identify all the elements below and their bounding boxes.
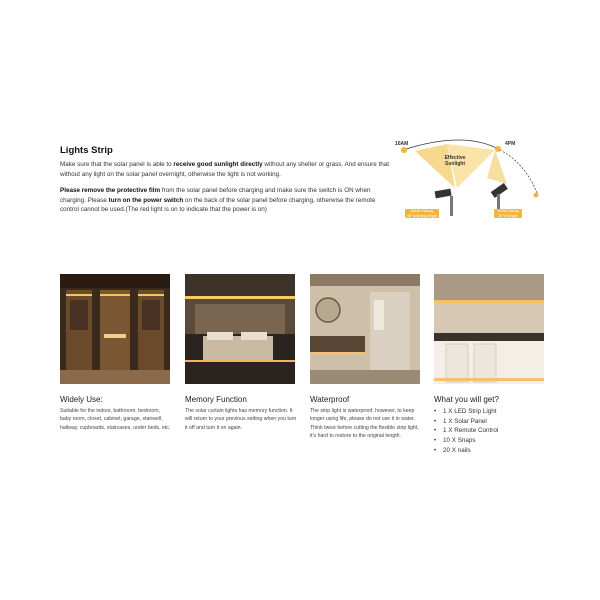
bathroom-photo bbox=[310, 274, 420, 384]
start-time-label: 10AM bbox=[395, 141, 409, 147]
sun-path-illustration bbox=[395, 138, 555, 233]
section-title: Lights Strip bbox=[60, 145, 113, 156]
list-item: • 1 X Solar Panel bbox=[434, 417, 487, 425]
list-item: • 10 X Snaps bbox=[434, 437, 476, 445]
card-text-widely-use: Suitable for the indoor, bathroom, bedroom, baby room, closet, cabinet, garage, stairwell, hallway, cupboards, staircases, under beds, etc. bbox=[60, 408, 171, 431]
effective-sunlight-label: Effective Sunlight bbox=[444, 155, 466, 167]
kitchen-photo bbox=[434, 274, 544, 384]
card-title-package-contents: What you will get? bbox=[434, 395, 499, 404]
card-title-waterproof: Waterproof bbox=[310, 395, 350, 404]
sunlight-diagram bbox=[395, 138, 555, 233]
bedroom-photo bbox=[185, 274, 295, 384]
list-item: • 1 X Remote Control bbox=[434, 427, 499, 435]
end-time-label: 4PM bbox=[505, 141, 516, 147]
card-title-widely-use: Widely Use: bbox=[60, 395, 103, 404]
south-facing-tag: South-Facing 45°Inclining Angle bbox=[406, 209, 438, 218]
card-text-memory-function: The solar curtain lights has memory function. It will return to your previous setting when you turn it off and turn it on again. bbox=[185, 408, 297, 431]
list-item: • 1 X LED Strip Light bbox=[434, 408, 497, 415]
closet-photo bbox=[60, 274, 170, 384]
sunlight-instructions: Make sure that the solar panel is able to receive good sunlight directly without any shelter or grass. And ensure that without any light on the solar panel overnight, otherwise the light is not working. bbox=[60, 161, 390, 178]
charging-instructions: Please remove the protective film from the solar panel before charging and make sure the switch is ON when charging. Please turn on the power switch on the back of the solar panel before charging, otherwise the remote control cannot be used.(The red light is on to indicate that the power is on) bbox=[60, 187, 376, 214]
card-title-memory-function: Memory Function bbox=[185, 395, 247, 404]
west-facing-tag: West-Facing 30°of Angle bbox=[494, 209, 522, 218]
card-text-waterproof: The strip light is waterproof, however, to keep longer using life, please do not use it in water. Think twice before cutting the flexible strip light, it's hard to restore to the original length. bbox=[310, 408, 419, 439]
list-item: • 20 X nails bbox=[434, 446, 471, 454]
package-contents-list bbox=[434, 407, 498, 456]
